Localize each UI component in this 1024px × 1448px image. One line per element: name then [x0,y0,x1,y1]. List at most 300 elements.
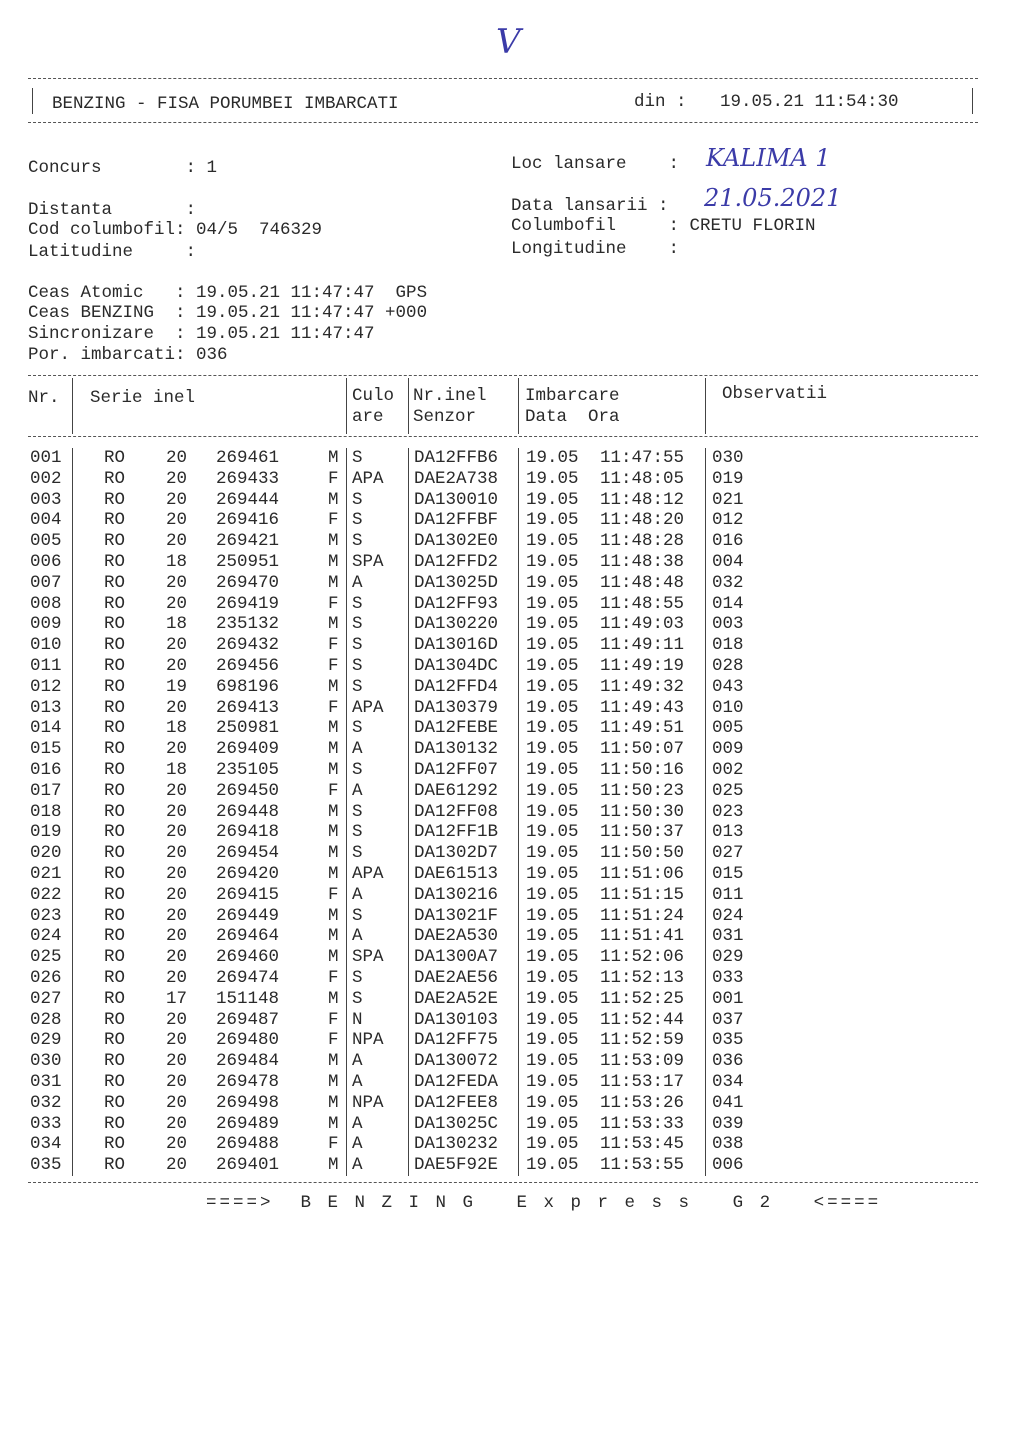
cell-ring-number: 269470 [216,572,280,593]
cell-time: 11:48:28 [600,531,685,552]
cell-color: S [352,614,363,635]
cell-color: SPA [352,552,384,572]
table-body [0,448,1024,1178]
table-col-divider [705,378,706,434]
table-row [0,1093,1024,1114]
cell-nr: 032 [30,1092,62,1113]
cell-date: 19.05 [526,697,579,718]
cell-date: 19.05 [526,1072,579,1092]
cell-nr: 017 [30,780,62,801]
cell-ring-number: 269409 [216,739,280,760]
cell-time: 11:50:16 [600,760,685,780]
cell-color: S [352,593,363,614]
cell-date: 19.05 [526,864,579,884]
loc-lansare-handwritten: KALIMA 1 [706,144,831,172]
cell-date: 19.05 [526,1051,579,1072]
cell-observation: 034 [712,1072,744,1092]
cell-observation: 033 [712,968,744,988]
cell-ring-number: 269420 [216,864,280,884]
cell-ring-number: 269416 [216,510,280,531]
cell-nr: 006 [30,552,62,572]
por-imbarcati-field: Por. imbarcati: 036 [28,345,228,365]
cell-date: 19.05 [526,1030,579,1051]
cell-color: APA [352,697,384,718]
cell-time: 11:53:26 [600,1092,685,1113]
cell-date: 19.05 [526,1134,579,1155]
cell-sensor: DA12FF1B [414,822,499,843]
cell-observation: 028 [712,656,744,676]
cell-color: S [352,718,363,739]
table-row [0,677,1024,698]
table-header-top-rule [28,375,978,376]
column-header-senzor: Senzor [413,407,477,427]
table-bottom-rule [28,1182,978,1183]
cell-time: 11:50:30 [600,801,685,822]
cell-color: A [352,739,363,760]
cell-year: 18 [166,552,188,572]
cell-nr: 018 [30,801,62,822]
cell-ring-number: 269450 [216,780,280,801]
cell-country: RO [104,780,126,801]
cell-sensor: DAE2A52E [414,988,499,1009]
cell-time: 11:51:15 [600,884,685,905]
cell-year: 20 [166,697,188,718]
cell-color: S [352,489,363,510]
cell-ring-number: 269474 [216,968,280,988]
cell-year: 20 [166,968,188,988]
cell-color: S [352,801,363,822]
cell-sex: M [328,676,339,697]
cell-observation: 004 [712,552,744,572]
cell-color: A [352,1051,363,1072]
cell-observation: 043 [712,676,744,697]
cell-nr: 001 [30,448,62,468]
cell-time: 11:51:06 [600,864,685,884]
cell-year: 20 [166,448,188,468]
table-row [0,1155,1024,1176]
cell-observation: 010 [712,697,744,718]
cell-sex: M [328,614,339,635]
cell-sex: M [328,489,339,510]
cell-time: 11:53:09 [600,1051,685,1072]
cell-ring-number: 269401 [216,1155,280,1176]
table-row [0,573,1024,594]
cell-sensor: DA12FFD2 [414,552,499,572]
cell-time: 11:49:32 [600,676,685,697]
cell-nr: 034 [30,1134,62,1155]
cell-sex: M [328,1072,339,1092]
cell-color: S [352,843,363,864]
cell-time: 11:52:59 [600,1030,685,1051]
cell-sex: F [328,1134,339,1155]
cell-nr: 010 [30,635,62,656]
cell-sensor: DA130103 [414,1009,499,1030]
cell-sensor: DA13025D [414,572,499,593]
cell-time: 11:48:20 [600,510,685,531]
cell-country: RO [104,448,126,468]
cell-observation: 039 [712,1113,744,1134]
cell-date: 19.05 [526,656,579,676]
cell-nr: 015 [30,739,62,760]
cell-country: RO [104,864,126,884]
cell-sensor: DAE2A530 [414,926,499,947]
ceas-benzing-field: Ceas BENZING : 19.05.21 11:47:47 +000 [28,303,428,323]
table-row [0,1030,1024,1051]
cell-country: RO [104,718,126,739]
cell-observation: 016 [712,531,744,552]
table-row [0,864,1024,885]
cell-observation: 001 [712,988,744,1009]
cell-sex: M [328,988,339,1009]
cell-nr: 028 [30,1009,62,1030]
cell-ring-number: 269464 [216,926,280,947]
cell-time: 11:49:11 [600,635,685,656]
cell-country: RO [104,593,126,614]
cell-nr: 012 [30,676,62,697]
table-row [0,531,1024,552]
cell-observation: 023 [712,801,744,822]
table-row [0,594,1024,615]
cell-time: 11:48:55 [600,593,685,614]
cell-country: RO [104,968,126,988]
cell-year: 20 [166,739,188,760]
cell-color: A [352,1113,363,1134]
cell-country: RO [104,988,126,1009]
cell-nr: 035 [30,1155,62,1176]
cell-ring-number: 269432 [216,635,280,656]
cell-color: A [352,1072,363,1092]
cell-year: 20 [166,1134,188,1155]
footer-benzing-express: ====> B E N Z I N G E x p r e s s G 2 <==== [206,1193,882,1213]
cell-color: S [352,968,363,988]
longitudine-field: Longitudine : [511,239,680,259]
cell-date: 19.05 [526,593,579,614]
cell-color: S [352,448,363,468]
cell-date: 19.05 [526,572,579,593]
cell-date: 19.05 [526,988,579,1009]
cell-observation: 021 [712,489,744,510]
cell-sex: M [328,760,339,780]
cell-country: RO [104,884,126,905]
cell-date: 19.05 [526,947,579,968]
cell-nr: 025 [30,947,62,968]
cell-year: 20 [166,926,188,947]
cell-sensor: DA12FF07 [414,760,499,780]
cell-observation: 006 [712,1155,744,1176]
cell-date: 19.05 [526,780,579,801]
cell-ring-number: 269487 [216,1009,280,1030]
cell-sensor: DA130072 [414,1051,499,1072]
cell-date: 19.05 [526,468,579,489]
cell-time: 11:48:12 [600,489,685,510]
cell-country: RO [104,614,126,635]
column-header-observatii: Observatii [722,384,828,404]
cell-time: 11:52:44 [600,1009,685,1030]
table-row [0,490,1024,511]
cell-nr: 002 [30,468,62,489]
cell-nr: 023 [30,905,62,926]
cell-sensor: DA12FEDA [414,1072,499,1092]
cell-ring-number: 269419 [216,593,280,614]
cell-observation: 012 [712,510,744,531]
cell-country: RO [104,739,126,760]
cell-observation: 018 [712,635,744,656]
cell-sensor: DA12FF93 [414,593,499,614]
cell-sex: M [328,718,339,739]
cell-sex: M [328,801,339,822]
cell-date: 19.05 [526,531,579,552]
table-row [0,843,1024,864]
cell-color: NPA [352,1092,384,1113]
cell-sex: M [328,572,339,593]
cell-date: 19.05 [526,510,579,531]
cell-date: 19.05 [526,552,579,572]
cell-year: 20 [166,822,188,843]
cell-date: 19.05 [526,1113,579,1134]
cell-sensor: DA13021F [414,905,499,926]
cell-sensor: DA12FFBF [414,510,499,531]
cell-ring-number: 269444 [216,489,280,510]
cell-nr: 020 [30,843,62,864]
cell-time: 11:53:17 [600,1072,685,1092]
column-header-serie-inel: Serie inel [90,388,196,408]
cell-sex: F [328,656,339,676]
cell-nr: 003 [30,489,62,510]
ceas-atomic-field: Ceas Atomic : 19.05.21 11:47:47 GPS [28,283,428,303]
table-row [0,906,1024,927]
cell-nr: 016 [30,760,62,780]
cell-observation: 036 [712,1051,744,1072]
table-row [0,635,1024,656]
cell-observation: 003 [712,614,744,635]
distanta-field: Distanta : [28,200,197,220]
cell-sensor: DAE61513 [414,864,499,884]
header-bottom-rule [28,122,978,123]
cell-country: RO [104,635,126,656]
column-header-imbarcare: Imbarcare [525,386,620,406]
cell-sensor: DA130232 [414,1134,499,1155]
cell-year: 18 [166,760,188,780]
cell-time: 11:53:55 [600,1155,685,1176]
cell-country: RO [104,1092,126,1113]
cell-date: 19.05 [526,1155,579,1176]
table-row [0,718,1024,739]
cell-ring-number: 235132 [216,614,280,635]
cell-observation: 009 [712,739,744,760]
cell-year: 18 [166,718,188,739]
cell-time: 11:51:24 [600,905,685,926]
cell-nr: 024 [30,926,62,947]
cell-sex: M [328,1113,339,1134]
cell-nr: 022 [30,884,62,905]
cell-time: 11:52:06 [600,947,685,968]
cell-ring-number: 269454 [216,843,280,864]
cell-sensor: DA130220 [414,614,499,635]
cell-ring-number: 269433 [216,468,280,489]
sincronizare-field: Sincronizare : 19.05.21 11:47:47 [28,324,375,344]
cell-year: 20 [166,489,188,510]
cell-country: RO [104,1051,126,1072]
cell-country: RO [104,905,126,926]
cell-year: 20 [166,1113,188,1134]
cell-country: RO [104,1072,126,1092]
cell-sex: F [328,780,339,801]
cell-time: 11:48:05 [600,468,685,489]
cell-ring-number: 151148 [216,988,280,1009]
cell-sensor: DA1304DC [414,656,499,676]
cell-year: 20 [166,801,188,822]
cell-year: 20 [166,1092,188,1113]
cell-time: 11:47:55 [600,448,685,468]
cell-sex: F [328,468,339,489]
cell-nr: 019 [30,822,62,843]
cell-time: 11:49:19 [600,656,685,676]
cell-observation: 005 [712,718,744,739]
cell-color: NPA [352,1030,384,1051]
table-row [0,1134,1024,1155]
cell-country: RO [104,489,126,510]
cell-sensor: DAE2A738 [414,468,499,489]
cell-sex: F [328,968,339,988]
cell-year: 20 [166,1030,188,1051]
cell-sex: M [328,739,339,760]
cell-nr: 004 [30,510,62,531]
cell-year: 20 [166,1009,188,1030]
cell-observation: 038 [712,1134,744,1155]
header-left-border [32,88,33,114]
cell-country: RO [104,1113,126,1134]
cell-color: N [352,1009,363,1030]
cell-sensor: DA12FFD4 [414,676,499,697]
cell-year: 20 [166,1072,188,1092]
cell-ring-number: 269449 [216,905,280,926]
cell-ring-number: 269456 [216,656,280,676]
cell-time: 11:52:13 [600,968,685,988]
cell-year: 20 [166,1155,188,1176]
cell-observation: 014 [712,593,744,614]
cell-ring-number: 269498 [216,1092,280,1113]
cell-sex: M [328,864,339,884]
cell-country: RO [104,926,126,947]
cell-color: S [352,822,363,843]
cell-sex: F [328,510,339,531]
cell-date: 19.05 [526,614,579,635]
cell-observation: 019 [712,468,744,489]
cell-nr: 008 [30,593,62,614]
cell-observation: 002 [712,760,744,780]
cell-time: 11:49:43 [600,697,685,718]
cell-color: A [352,572,363,593]
cell-color: S [352,760,363,780]
cell-country: RO [104,822,126,843]
cell-ring-number: 250951 [216,552,280,572]
cell-observation: 027 [712,843,744,864]
cell-date: 19.05 [526,822,579,843]
cell-date: 19.05 [526,635,579,656]
cell-observation: 032 [712,572,744,593]
table-row [0,926,1024,947]
cell-observation: 030 [712,448,744,468]
cell-ring-number: 269421 [216,531,280,552]
table-col-divider [72,378,73,434]
column-header-nr: Nr. [28,388,60,408]
cell-sensor: DA12FEBE [414,718,499,739]
cell-color: S [352,531,363,552]
cell-country: RO [104,697,126,718]
cell-nr: 005 [30,531,62,552]
table-row [0,760,1024,781]
cell-date: 19.05 [526,905,579,926]
cell-sex: M [328,822,339,843]
table-row [0,698,1024,719]
table-row [0,947,1024,968]
cell-date: 19.05 [526,843,579,864]
cell-year: 18 [166,614,188,635]
cell-country: RO [104,656,126,676]
cell-date: 19.05 [526,489,579,510]
cell-sensor: DA130379 [414,697,499,718]
cell-ring-number: 250981 [216,718,280,739]
cell-ring-number: 269413 [216,697,280,718]
table-row [0,614,1024,635]
cell-nr: 026 [30,968,62,988]
cell-sex: F [328,593,339,614]
cell-country: RO [104,760,126,780]
cell-color: S [352,635,363,656]
cell-year: 20 [166,531,188,552]
cell-year: 19 [166,676,188,697]
table-row [0,1072,1024,1093]
cell-year: 20 [166,510,188,531]
cell-observation: 011 [712,884,744,905]
cell-date: 19.05 [526,1092,579,1113]
cell-sensor: DA13016D [414,635,499,656]
cell-color: A [352,1134,363,1155]
cell-year: 20 [166,656,188,676]
cell-year: 17 [166,988,188,1009]
cell-time: 11:53:33 [600,1113,685,1134]
loc-lansare-field: Loc lansare : [511,154,680,174]
table-col-divider [346,378,347,434]
cell-country: RO [104,552,126,572]
cell-time: 11:48:38 [600,552,685,572]
cell-year: 20 [166,593,188,614]
table-row [0,989,1024,1010]
cell-country: RO [104,801,126,822]
latitudine-field: Latitudine : [28,242,197,262]
cell-time: 11:50:37 [600,822,685,843]
cod-columbofil-field: Cod columbofil: 04/5 746329 [28,220,323,240]
cell-observation: 015 [712,864,744,884]
cell-color: A [352,1155,363,1176]
cell-ring-number: 269415 [216,884,280,905]
cell-date: 19.05 [526,739,579,760]
table-row [0,1051,1024,1072]
cell-country: RO [104,843,126,864]
cell-country: RO [104,947,126,968]
cell-country: RO [104,676,126,697]
table-row [0,656,1024,677]
cell-color: S [352,676,363,697]
table-col-divider [408,378,409,434]
column-header-data-ora: Data Ora [525,407,620,427]
cell-sensor: DAE2AE56 [414,968,499,988]
cell-sex: M [328,552,339,572]
cell-sex: M [328,531,339,552]
cell-sensor: DA130010 [414,489,499,510]
cell-country: RO [104,572,126,593]
cell-year: 20 [166,780,188,801]
